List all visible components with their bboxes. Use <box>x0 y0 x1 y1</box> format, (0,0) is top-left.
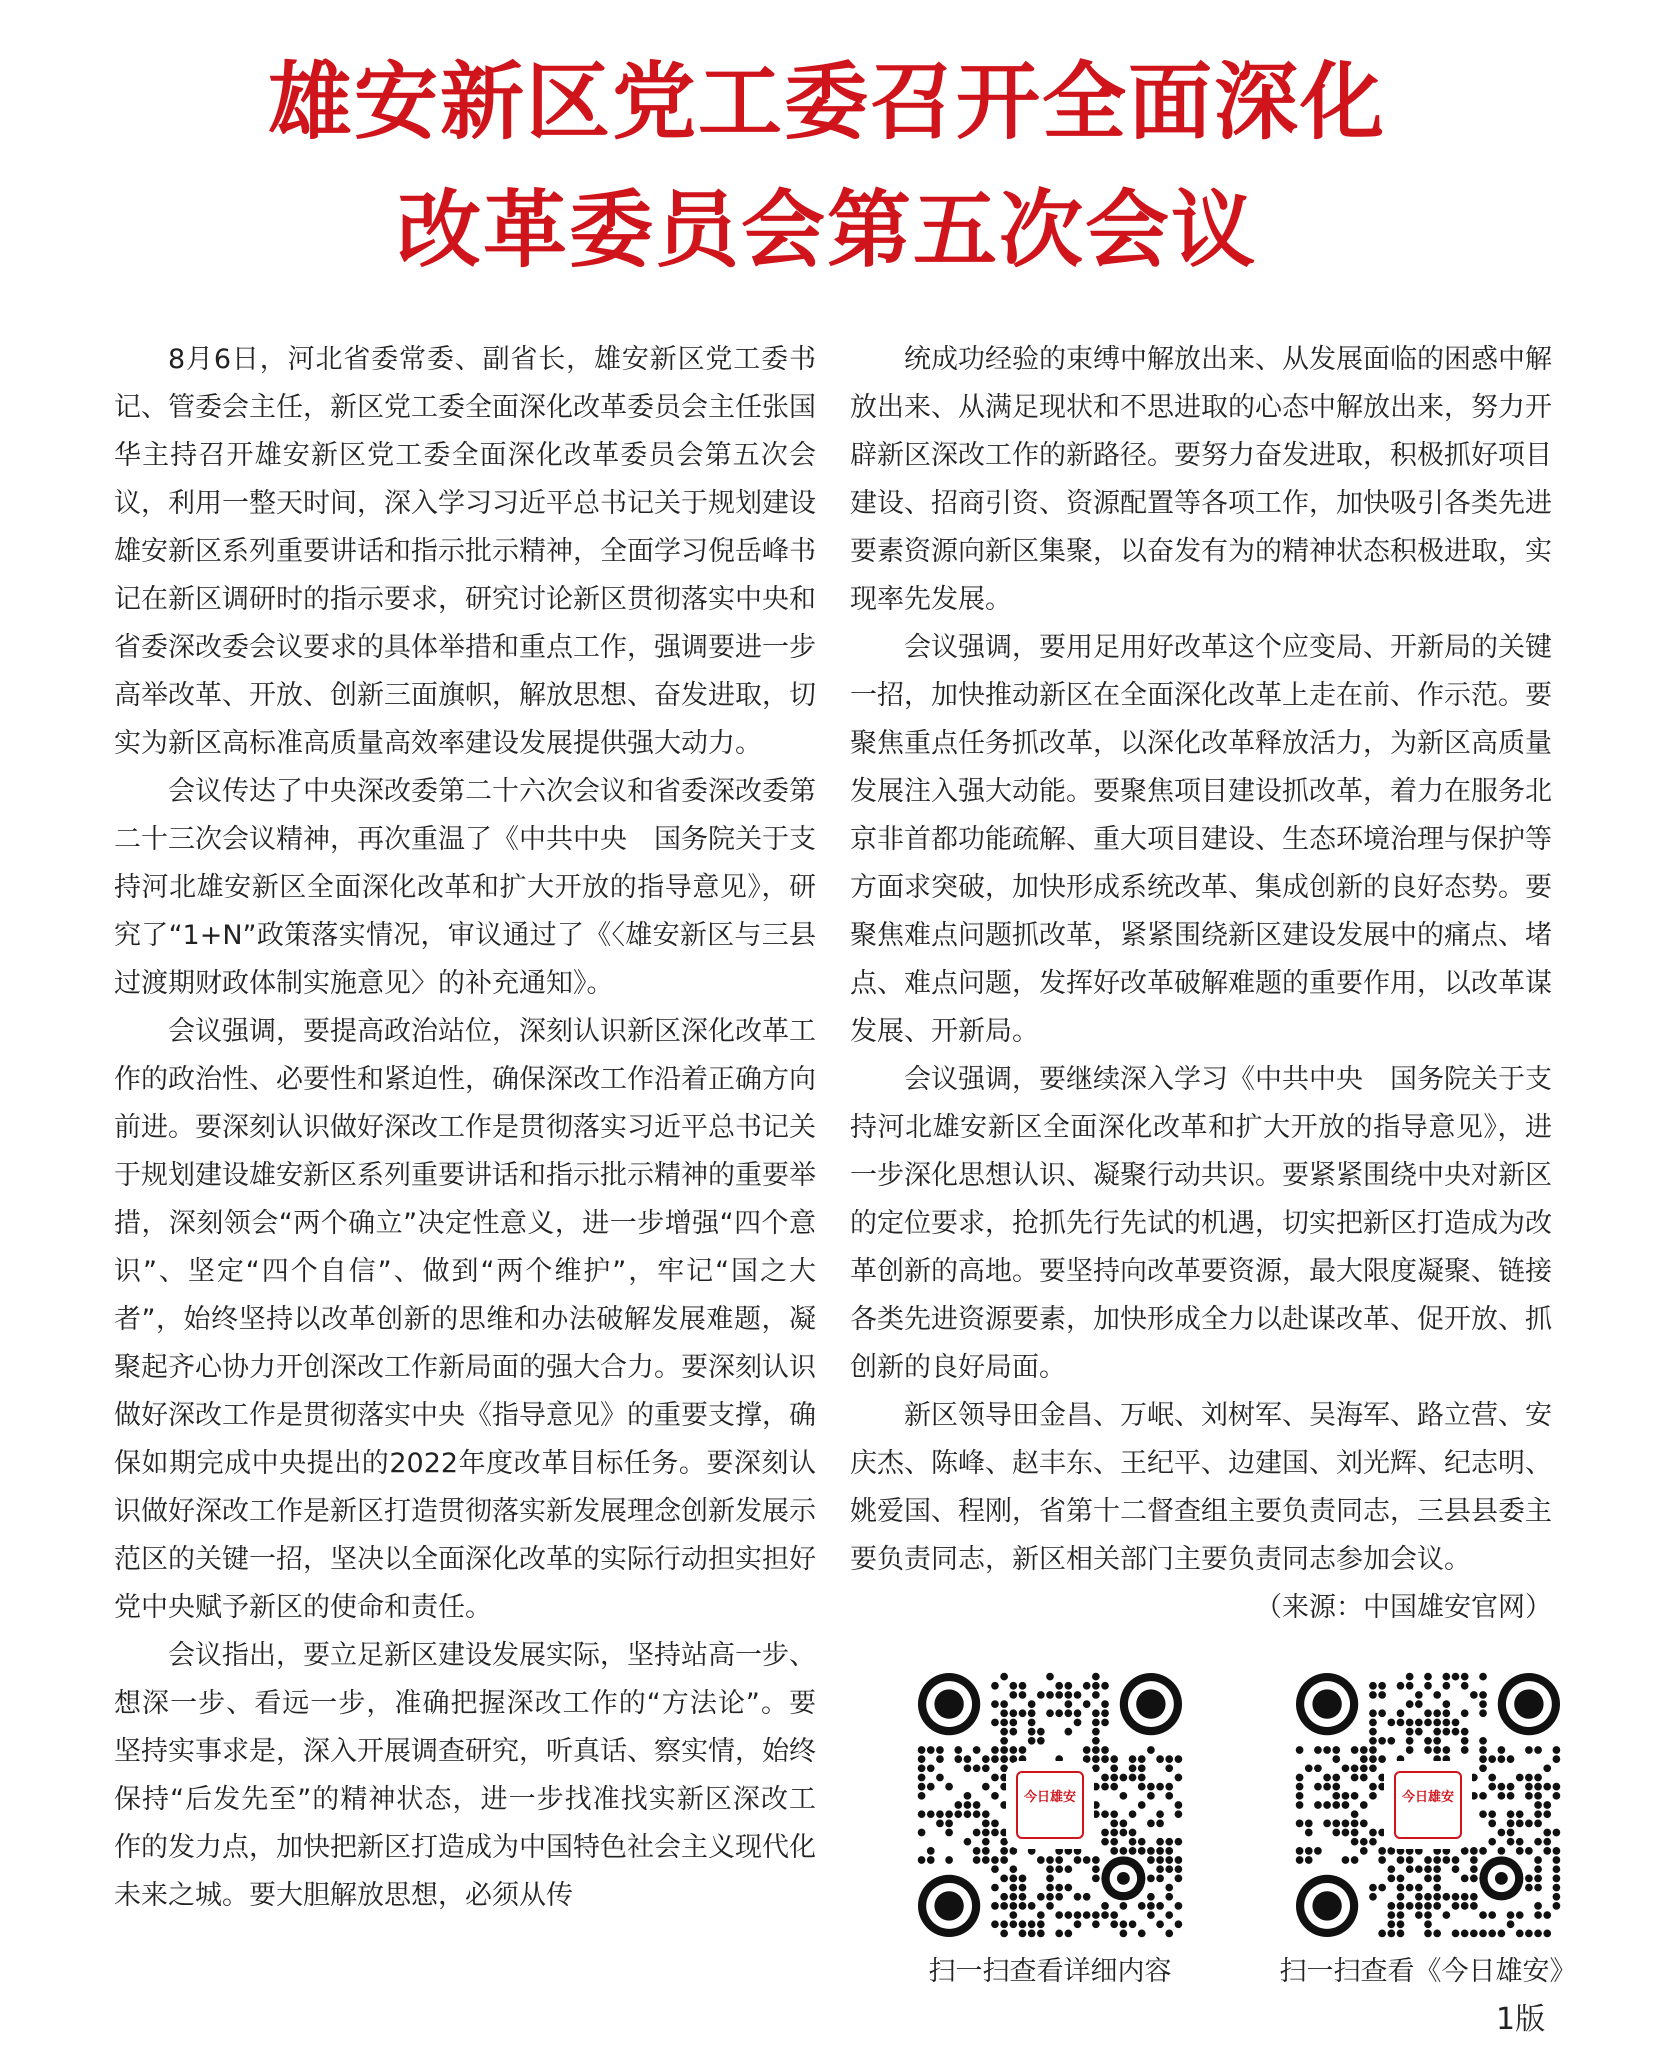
article-source: （来源：中国雄安官网） <box>1255 1592 1552 1623</box>
headline-line-2: 改革委员会第五次会议 <box>396 180 1257 279</box>
qr-code-details[interactable] <box>917 1672 1183 1938</box>
qr-block-details <box>890 1672 1210 1990</box>
headline-line-1: 雄安新区党工委召开全面深化 <box>267 52 1386 151</box>
article-paragraph: 统成功经验的束缚中解放出来、从发展面临的困惑中解放出来、从满足现状和不思进取的心态中解放出来，努力开辟新区深改工作的新路径。要努力奋发进取，积极抓好项目建设、招商引资、资源配置等各项工作，加快吸引各类先进要素资源向新区集聚，以奋发有为的精神状态积极进取，实现率先发展。 <box>850 344 1552 615</box>
article-paragraph: 8月6日，河北省委常委、副省长，雄安新区党工委书记、管委会主任，新区党工委全面深化改革委员会主任张国华主持召开雄安新区党工委全面深化改革委员会第五次会议，利用一整天时间，深入学习习近平总书记关于规划建设雄安新区系列重要讲话和指示批示精神，全面学习倪岳峰书记在新区调研时的指示要求，研究讨论新区贯彻落实中央和省委深改委会议要求的具体举措和重点工作，强调要进一步高举改革、开放、创新三面旗帜，解放思想、奋发进取，切实为新区高标准高质量高效率建设发展提供强大动力。 <box>114 344 816 759</box>
qr-logo-frame <box>1394 1771 1462 1839</box>
qr-caption-details: 扫一扫查看详细内容 <box>928 1956 1172 1987</box>
page-number: 1版 <box>1496 2002 1546 2037</box>
article-paragraph: 会议指出，要立足新区建设发展实际，坚持站高一步、想深一步、看远一步，准确把握深改工作的“方法论”。要坚持实事求是，深入开展调查研究，听真话、察实情，始终保持“后发先至”的精神状态，进一步找准找实新区深改工作的发力点，加快把新区打造成为中国特色社会主义现代化未来之城。要大胆解放思想，必须从传 <box>114 1640 816 1911</box>
qr-logo-badge <box>1010 1765 1090 1845</box>
qr-logo-frame <box>1016 1771 1084 1839</box>
article-column-right <box>850 336 1552 1632</box>
qr-logo-text: 今日雄安 <box>1023 1790 1076 1805</box>
qr-block-newspaper <box>1268 1672 1588 1990</box>
article-paragraph: 会议强调，要提高政治站位，深刻认识新区深化改革工作的政治性、必要性和紧迫性，确保深改工作沿着正确方向前进。要深刻认识做好深改工作是贯彻落实习近平总书记关于规划建设雄安新区系列重要讲话和指示批示精神的重要举措，深刻领会“两个确立”决定性意义，进一步增强“四个意识”、坚定“四个自信”、做到“两个维护”，牢记“国之大者”，始终坚持以改革创新的思维和办法破解发展难题，凝聚起齐心协力开创深改工作新局面的强大合力。要深刻认识做好深改工作是贯彻落实中央《指导意见》的重要支撑，确保如期完成中央提出的2022年度改革目标任务。要深刻认识做好深改工作是新区打造贯彻落实新发展理念创新发展示范区的关键一招，坚决以全面深化改革的实际行动担实担好党中央赋予新区的使命和责任。 <box>114 1016 816 1623</box>
qr-caption-newspaper: 扫一扫查看《今日雄安》 <box>1279 1956 1577 1987</box>
qr-logo-text: 今日雄安 <box>1401 1790 1454 1805</box>
qr-logo-badge <box>1388 1765 1468 1845</box>
article-paragraph: 新区领导田金昌、万岷、刘树军、吴海军、路立营、安庆杰、陈峰、赵丰东、王纪平、边建国、刘光辉、纪志明、姚爱国、程刚，省第十二督查组主要负责同志，三县县委主要负责同志，新区相关部门主要负责同志参加会议。 <box>850 1400 1552 1575</box>
qr-code-newspaper[interactable] <box>1295 1672 1561 1938</box>
article-paragraph: 会议强调，要继续深入学习《中共中央 国务院关于支持河北雄安新区全面深化改革和扩大开放的指导意见》，进一步深化思想认识、凝聚行动共识。要紧紧围绕中央对新区的定位要求，抢抓先行先试的机遇，切实把新区打造成为改革创新的高地。要坚持向改革要资源，最大限度凝聚、链接各类先进资源要素，加快形成全力以赴谋改革、促开放、抓创新的良好局面。 <box>850 1064 1552 1383</box>
article-paragraph: 会议强调，要用足用好改革这个应变局、开新局的关键一招，加快推动新区在全面深化改革上走在前、作示范。要聚焦重点任务抓改革，以深化改革释放活力，为新区高质量发展注入强大动能。要聚焦项目建设抓改革，着力在服务北京非首都功能疏解、重大项目建设、生态环境治理与保护等方面求突破，加快形成系统改革、集成创新的良好态势。要聚焦难点问题抓改革，紧紧围绕新区建设发展中的痛点、堵点、难点问题，发挥好改革破解难题的重要作用，以改革谋发展、开新局。 <box>850 632 1552 1047</box>
article-column-left <box>114 336 816 1920</box>
article-paragraph: 会议传达了中央深改委第二十六次会议和省委深改委第二十三次会议精神，再次重温了《中共中央 国务院关于支持河北雄安新区全面深化改革和扩大开放的指导意见》，研究了“1+N”政策落实情况，审议通过了《〈雄安新区与三县过渡期财政体制实施意见〉的补充通知》。 <box>114 776 816 999</box>
